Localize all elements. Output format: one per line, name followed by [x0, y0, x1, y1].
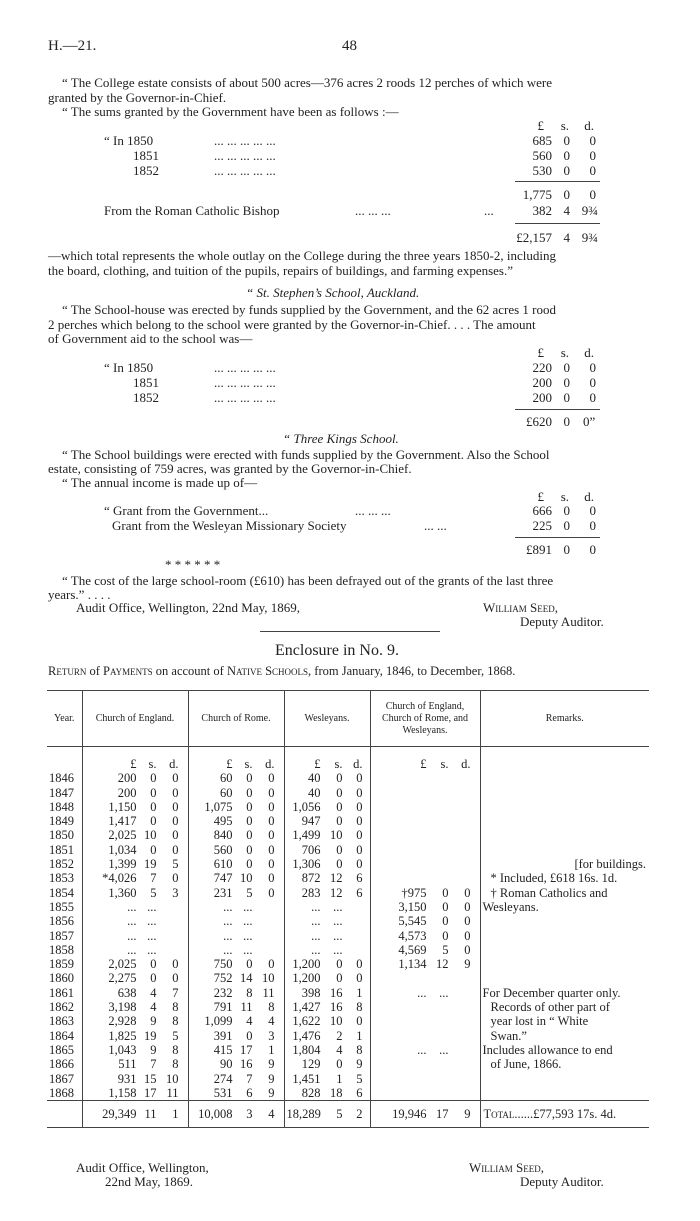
remark-cell: year lost in “ White — [480, 1014, 649, 1028]
money-cell: 531 6 9 — [188, 1086, 284, 1101]
money-cell: 610 0 0 — [188, 857, 284, 871]
para-outlay-1: —which total represents the whole outlay on the College during the three years 1850-2, including — [48, 248, 556, 263]
remark-cell — [480, 957, 649, 971]
remark-cell — [480, 800, 649, 814]
money-cell: 1,099 4 4 — [188, 1014, 284, 1028]
money-cell: 200 0 0 — [82, 786, 188, 800]
money-cell: 3,150 0 0 — [370, 900, 480, 914]
year-cell: 1863 — [49, 1014, 74, 1029]
para-kings-1: “ The School buildings were erected with funds supplied by the Government. Also the School — [62, 447, 550, 462]
para-cost-2: years.” . . . . — [48, 587, 111, 602]
money-cell: 828 18 6 — [284, 1086, 370, 1101]
money-cell: ... ... — [284, 914, 370, 928]
signature-name: William Seed, — [483, 600, 558, 615]
year-cell: 1850 — [49, 828, 74, 843]
amount-row-label: 1851 — [133, 375, 159, 390]
money-cell: 1,360 5 3 — [82, 886, 188, 900]
asterisk-break: * * * * * * — [165, 557, 221, 572]
money-cell — [370, 1029, 480, 1043]
year-cell: 1861 — [49, 985, 74, 1000]
money-cell — [370, 814, 480, 828]
money-cell: £ s. d. — [82, 757, 188, 771]
table-row — [47, 814, 649, 828]
remark-cell — [480, 757, 649, 771]
para-college-1: “ The College estate consists of about 500 acres—376 acres 2 roods 12 perches of which were — [62, 75, 552, 90]
lsd-header-kings: £ s. d. — [537, 489, 594, 504]
amount-row-value: 560 0 0 — [532, 148, 596, 163]
money-cell: 1,427 16 8 — [284, 1000, 370, 1014]
money-cell: ... ... — [188, 929, 284, 943]
remark-cell — [480, 1072, 649, 1086]
money-cell: 391 0 3 — [188, 1029, 284, 1043]
amount-row-value: 200 0 0 — [532, 390, 596, 405]
money-cell: 747 10 0 — [188, 871, 284, 885]
amount-row-dots: ... ... ... ... ... — [214, 390, 276, 405]
year-cell: 1864 — [49, 1028, 74, 1043]
year-cell: 1862 — [49, 1000, 74, 1015]
amount-row-dots: ... ... ... ... ... — [214, 360, 276, 375]
money-cell — [370, 1014, 480, 1028]
heading-three-kings: “ Three Kings School. — [283, 431, 399, 446]
money-cell: 872 12 6 — [284, 871, 370, 885]
year-cell: 1855 — [49, 899, 74, 914]
table-row — [47, 971, 649, 985]
table-row — [47, 929, 649, 943]
money-cell: 1,056 0 0 — [284, 800, 370, 814]
year-cell: 1851 — [49, 842, 74, 857]
college-bishop-dots: ... ... ... — [355, 203, 391, 218]
money-cell: 1,825 19 5 — [82, 1029, 188, 1043]
amount-row-label: “ In 1850 — [104, 133, 154, 148]
money-cell: 129 0 9 — [284, 1057, 370, 1071]
money-cell: ... ... — [188, 943, 284, 957]
money-cell: *4,026 7 0 — [82, 871, 188, 885]
col-rome: Church of Rome. — [188, 691, 284, 747]
section-divider — [260, 631, 440, 632]
year-cell: 1865 — [49, 1042, 74, 1057]
remark-cell: Swan.” — [480, 1029, 649, 1043]
remark-cell: Wesleyans. — [480, 900, 649, 914]
money-cell: 1,075 0 0 — [188, 800, 284, 814]
remark-cell: of June, 1866. — [480, 1057, 649, 1071]
amount-row-label: 1852 — [133, 163, 159, 178]
money-cell: 791 11 8 — [188, 1000, 284, 1014]
money-cell: 398 16 1 — [284, 986, 370, 1000]
money-cell: 638 4 7 — [82, 986, 188, 1000]
amount-row-label: “ In 1850 — [104, 360, 154, 375]
year-cell: 1858 — [49, 942, 74, 957]
table-row — [47, 1057, 649, 1071]
col-year: Year. — [47, 691, 82, 747]
table-row — [47, 857, 649, 871]
para-outlay-2: the board, clothing, and tuition of the pupils, repairs of buildings, and farming expenses.” — [48, 263, 514, 278]
kings-rule — [515, 537, 600, 538]
money-cell: 4,573 0 0 — [370, 929, 480, 943]
money-cell: 18,289 5 2 — [284, 1101, 370, 1128]
money-cell: 840 0 0 — [188, 828, 284, 842]
money-cell: 750 0 0 — [188, 957, 284, 971]
amount-row-dots: ... ... ... ... ... — [214, 375, 276, 390]
remark-cell — [480, 828, 649, 842]
college-rule-1 — [515, 181, 600, 182]
year-cell — [47, 1101, 82, 1128]
year-cell: 1857 — [49, 928, 74, 943]
year-cell: 1852 — [49, 857, 74, 872]
money-cell: 231 5 0 — [188, 886, 284, 900]
year-cell: 1859 — [49, 957, 74, 972]
money-cell: 3,198 4 8 — [82, 1000, 188, 1014]
money-cell: 4,569 5 0 — [370, 943, 480, 957]
money-cell: 706 0 0 — [284, 843, 370, 857]
amount-row-value: 666 0 0 — [532, 503, 596, 518]
college-total: £2,157 4 9¾ — [516, 230, 598, 245]
table-row — [47, 843, 649, 857]
remark-cell — [480, 771, 649, 785]
money-cell: ... ... — [188, 914, 284, 928]
money-cell: 2,025 10 0 — [82, 828, 188, 842]
college-rule-2 — [515, 223, 600, 224]
table-row — [47, 1072, 649, 1086]
money-cell: 274 7 9 — [188, 1072, 284, 1086]
signature2-place1: Audit Office, Wellington, — [76, 1160, 209, 1175]
money-cell: 232 8 11 — [188, 986, 284, 1000]
page-number: 48 — [342, 38, 357, 54]
amount-row-value: 200 0 0 — [532, 375, 596, 390]
money-cell — [370, 1072, 480, 1086]
money-cell: £ s. d. — [188, 757, 284, 771]
money-cell: 495 0 0 — [188, 814, 284, 828]
money-cell: 931 15 10 — [82, 1072, 188, 1086]
signature-place: Audit Office, Wellington, 22nd May, 1869, — [76, 600, 301, 615]
college-bishop-dots-end: ... — [484, 203, 494, 218]
money-cell: £ s. d. — [370, 757, 480, 771]
signature2-place2: 22nd May, 1869. — [105, 1174, 193, 1189]
money-cell: 415 17 1 — [188, 1043, 284, 1057]
remark-cell: Records of other part of — [480, 1000, 649, 1014]
money-cell: 1,034 0 0 — [82, 843, 188, 857]
table-row — [47, 986, 649, 1000]
para-stephen-2: 2 perches which belong to the school were granted by the Governor-in-Chief. . . . The amount — [48, 317, 536, 332]
amount-row-dots: ... ... — [424, 518, 447, 533]
money-cell — [370, 871, 480, 885]
year-cell: 1868 — [49, 1085, 74, 1100]
money-cell: 1,134 12 9 — [370, 957, 480, 971]
remark-cell — [480, 814, 649, 828]
para-kings-2: estate, consisting of 759 acres, was granted by the Governor-in-Chief. — [48, 461, 412, 476]
remark-cell: Includes allowance to end — [480, 1043, 649, 1057]
remark-cell — [480, 943, 649, 957]
money-cell: ... ... — [82, 900, 188, 914]
lsd-header-stephen: £ s. d. — [537, 345, 594, 360]
table-row — [47, 1014, 649, 1028]
money-cell: 1,451 1 5 — [284, 1072, 370, 1086]
table-row — [47, 800, 649, 814]
amount-row-label: 1851 — [133, 148, 159, 163]
amount-row-label: 1852 — [133, 390, 159, 405]
money-cell: †975 0 0 — [370, 886, 480, 900]
money-cell: 40 0 0 — [284, 786, 370, 800]
remark-cell — [480, 914, 649, 928]
heading-st-stephens: “ St. Stephen’s School, Auckland. — [246, 285, 420, 300]
table-row — [47, 914, 649, 928]
table-row — [47, 957, 649, 971]
enclosure-heading: Enclosure in No. 9. — [275, 642, 399, 659]
money-cell — [370, 786, 480, 800]
table-row — [47, 828, 649, 842]
table-row — [47, 1029, 649, 1043]
amount-row-dots: ... ... ... ... ... — [214, 148, 276, 163]
money-cell: 2,275 0 0 — [82, 971, 188, 985]
money-cell: 1,200 0 0 — [284, 971, 370, 985]
para-college-3: “ The sums granted by the Government have been as follows :— — [62, 104, 399, 119]
signature2-name: William Seed, — [469, 1160, 544, 1175]
para-cost-1: “ The cost of the large school-room (£610) has been defrayed out of the grants of the last three — [62, 573, 554, 588]
money-cell: 1,417 0 0 — [82, 814, 188, 828]
amount-row-label: Grant from the Wesleyan Missionary Society — [112, 518, 347, 533]
money-cell: 60 0 0 — [188, 786, 284, 800]
table-row — [47, 1000, 649, 1014]
money-cell — [370, 828, 480, 842]
table-lsd-row — [47, 757, 649, 771]
table-row — [47, 871, 649, 885]
table-total-row — [47, 1101, 649, 1128]
payments-table — [47, 691, 649, 1128]
table-row — [47, 771, 649, 785]
college-subtotal: 1,775 0 0 — [522, 187, 596, 202]
col-remarks: Remarks. — [480, 691, 649, 747]
table-row — [47, 786, 649, 800]
money-cell: 1,200 0 0 — [284, 957, 370, 971]
table-row — [47, 1043, 649, 1057]
money-cell — [370, 771, 480, 785]
col-wesleyans: Wesleyans. — [284, 691, 370, 747]
kings-total: £891 0 0 — [526, 542, 596, 557]
col-combined: Church of England, Church of Rome, and Wesleyans. — [370, 691, 480, 747]
money-cell: ... ... — [370, 986, 480, 1000]
money-cell: 560 0 0 — [188, 843, 284, 857]
amount-row-value: 530 0 0 — [532, 163, 596, 178]
money-cell — [370, 800, 480, 814]
return-title: Return of Payments on account of Native Schools, from January, 1846, to December, 1868. — [48, 664, 516, 678]
money-cell: 5,545 0 0 — [370, 914, 480, 928]
remark-cell — [480, 843, 649, 857]
college-bishop-label: From the Roman Catholic Bishop — [104, 203, 280, 218]
year-cell: 1860 — [49, 971, 74, 986]
amount-row-label: “ Grant from the Government... — [104, 503, 269, 518]
money-cell: ... ... — [284, 943, 370, 957]
remark-cell: † Roman Catholics and — [480, 886, 649, 900]
remark-cell — [480, 929, 649, 943]
money-cell — [370, 843, 480, 857]
money-cell: £ s. d. — [284, 757, 370, 771]
money-cell: 752 14 10 — [188, 971, 284, 985]
signature2-title: Deputy Auditor. — [520, 1174, 604, 1189]
money-cell — [370, 971, 480, 985]
money-cell — [370, 1057, 480, 1071]
amount-row-value: 220 0 0 — [532, 360, 596, 375]
para-stephen-3: of Government aid to the school was— — [48, 331, 253, 346]
col-england: Church of England. — [82, 691, 188, 747]
remark-cell — [480, 971, 649, 985]
para-stephen-1: “ The School-house was erected by funds supplied by the Government, and the 62 acres 1 rood — [62, 302, 556, 317]
year-cell: 1846 — [49, 771, 74, 786]
money-cell: ... ... — [370, 1043, 480, 1057]
year-cell: 1867 — [49, 1071, 74, 1086]
money-cell: ... ... — [188, 900, 284, 914]
money-cell: 10,008 3 4 — [188, 1101, 284, 1128]
money-cell: 1,043 9 8 — [82, 1043, 188, 1057]
remark-cell — [480, 786, 649, 800]
amount-row-dots: ... ... ... — [355, 503, 391, 518]
money-cell: 90 16 9 — [188, 1057, 284, 1071]
money-cell — [370, 1000, 480, 1014]
table-spacer-row — [47, 747, 649, 758]
money-cell: ... ... — [82, 929, 188, 943]
year-cell: 1848 — [49, 799, 74, 814]
money-cell: 1,804 4 8 — [284, 1043, 370, 1057]
table-row — [47, 886, 649, 900]
lsd-header-college: £ s. d. — [537, 118, 594, 133]
remark-cell: * Included, £618 16s. 1d. — [480, 871, 649, 885]
para-college-2: granted by the Governor-in-Chief. — [48, 90, 227, 105]
money-cell: 1,158 17 11 — [82, 1086, 188, 1101]
doc-code: H.—21. — [48, 38, 97, 54]
stephen-total: £620 0 0” — [526, 414, 596, 429]
money-cell: 2,928 9 8 — [82, 1014, 188, 1028]
money-cell: ... ... — [82, 943, 188, 957]
remark-cell: For December quarter only. — [480, 986, 649, 1000]
money-cell: 1,476 2 1 — [284, 1029, 370, 1043]
remark-cell — [480, 1086, 649, 1101]
year-cell: 1849 — [49, 814, 74, 829]
money-cell: 200 0 0 — [82, 771, 188, 785]
money-cell: 1,622 10 0 — [284, 1014, 370, 1028]
money-cell: 1,150 0 0 — [82, 800, 188, 814]
amount-row-dots: ... ... ... ... ... — [214, 163, 276, 178]
money-cell: ... ... — [284, 900, 370, 914]
money-cell — [370, 857, 480, 871]
para-kings-3: “ The annual income is made up of— — [62, 475, 258, 490]
amount-row-dots: ... ... ... ... ... — [214, 133, 276, 148]
year-cell — [47, 757, 82, 771]
money-cell: 19,946 17 9 — [370, 1101, 480, 1128]
table-row — [47, 1086, 649, 1101]
money-cell: 947 0 0 — [284, 814, 370, 828]
money-cell: 1,499 10 0 — [284, 828, 370, 842]
money-cell: 283 12 6 — [284, 886, 370, 900]
year-cell: 1856 — [49, 914, 74, 929]
money-cell: 2,025 0 0 — [82, 957, 188, 971]
grand-total-cell: Total......£77,593 17s. 4d. — [480, 1101, 649, 1128]
table-row — [47, 943, 649, 957]
amount-row-value: 685 0 0 — [532, 133, 596, 148]
money-cell: 29,349 11 1 — [82, 1101, 188, 1128]
money-cell: 60 0 0 — [188, 771, 284, 785]
year-cell: 1847 — [49, 785, 74, 800]
signature-title: Deputy Auditor. — [520, 614, 604, 629]
college-bishop-amount: 382 4 9¾ — [532, 203, 598, 218]
year-cell: 1866 — [49, 1057, 74, 1072]
money-cell: 1,399 19 5 — [82, 857, 188, 871]
money-cell: 1,306 0 0 — [284, 857, 370, 871]
remark-cell: [for buildings. — [480, 857, 649, 871]
stephen-rule — [515, 409, 600, 410]
money-cell: ... ... — [82, 914, 188, 928]
amount-row-value: 225 0 0 — [532, 518, 596, 533]
year-cell: 1854 — [49, 885, 74, 900]
year-cell: 1853 — [49, 871, 74, 886]
table-row — [47, 900, 649, 914]
money-cell — [370, 1086, 480, 1101]
money-cell: 40 0 0 — [284, 771, 370, 785]
money-cell: ... ... — [284, 929, 370, 943]
money-cell: 511 7 8 — [82, 1057, 188, 1071]
